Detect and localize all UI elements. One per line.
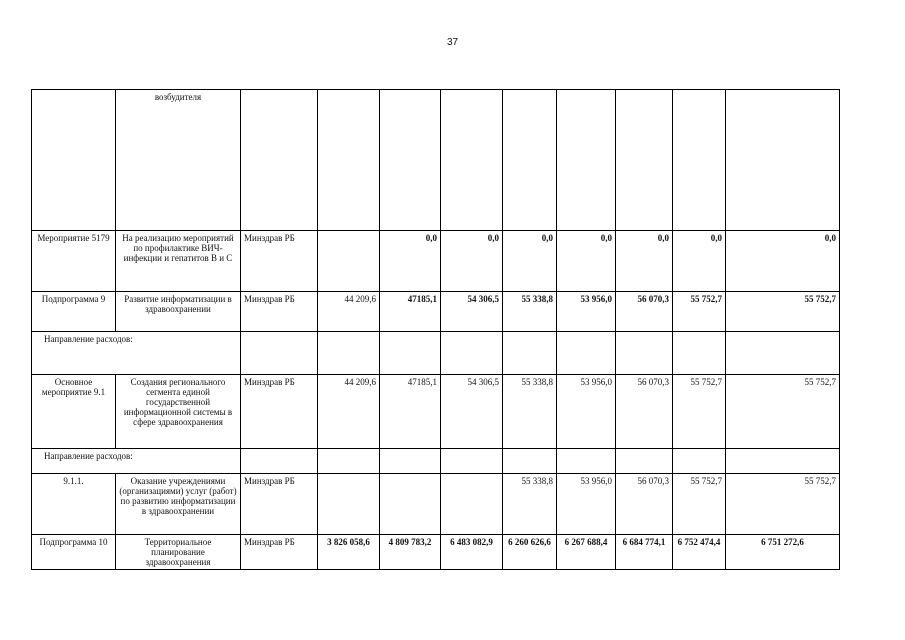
- cell-value: 55 752,7: [673, 292, 726, 332]
- cell-value: [673, 90, 726, 231]
- cell-code: [32, 90, 116, 231]
- cell-value: 54 306,5: [441, 292, 503, 332]
- cell-value: [441, 90, 503, 231]
- cell-value: 44 209,6: [318, 292, 380, 332]
- table-row: [32, 292, 840, 332]
- direction-label: Направление расходов:: [32, 332, 241, 375]
- cell-value: 56 070,3: [616, 375, 673, 449]
- cell-responsible: Минздрав РБ: [241, 535, 318, 570]
- cell-value: 0,0: [557, 231, 616, 292]
- page-number: 37: [446, 37, 459, 48]
- cell-value: [616, 90, 673, 231]
- cell-value: 6 267 688,4: [557, 535, 616, 570]
- table-row: [32, 449, 840, 474]
- cell-value: 0,0: [503, 231, 557, 292]
- cell-code: Подпрограмма 9: [32, 292, 116, 332]
- cell-code: Подпрограмма 10: [32, 535, 116, 570]
- cell-value: 0,0: [673, 231, 726, 292]
- cell-value: 6 751 272,6: [726, 535, 840, 570]
- cell-value: 55 338,8: [503, 292, 557, 332]
- cell-name: Территориальное планирование здравоохранения: [116, 535, 241, 570]
- cell-value: [503, 90, 557, 231]
- cell-value: 54 306,5: [441, 375, 503, 449]
- cell-code: Основное мероприятие 9.1: [32, 375, 116, 449]
- cell-name: Развитие информатизации в здравоохранении: [116, 292, 241, 332]
- cell-value: 47185,1: [380, 292, 441, 332]
- cell-name: возбудителя: [116, 90, 241, 231]
- cell-value: 53 956,0: [557, 375, 616, 449]
- cell-value: 6 483 082,9: [441, 535, 503, 570]
- table-row: [32, 375, 840, 449]
- cell-value: 0,0: [380, 231, 441, 292]
- cell-responsible: Минздрав РБ: [241, 375, 318, 449]
- cell-value: 55 752,7: [673, 474, 726, 535]
- cell-value: 0,0: [441, 231, 503, 292]
- cell-value: 55 752,7: [673, 375, 726, 449]
- cell-value: [380, 474, 441, 535]
- cell-value: 56 070,3: [616, 292, 673, 332]
- cell-value: 0,0: [726, 231, 840, 292]
- cell-value: [441, 474, 503, 535]
- cell-value: 55 338,8: [503, 375, 557, 449]
- cell-value: 44 209,6: [318, 375, 380, 449]
- cell-responsible: Минздрав РБ: [241, 292, 318, 332]
- cell-value: 4 809 783,2: [380, 535, 441, 570]
- cell-value: 47185,1: [380, 375, 441, 449]
- cell-value: [380, 90, 441, 231]
- cell-value: [318, 474, 380, 535]
- direction-label: Направление расходов:: [32, 449, 241, 474]
- cell-responsible: Минздрав РБ: [241, 231, 318, 292]
- cell-value: [726, 90, 840, 231]
- cell-code: Мероприятие 5179: [32, 231, 116, 292]
- cell-value: 53 956,0: [557, 292, 616, 332]
- cell-value: 55 752,7: [726, 375, 840, 449]
- cell-value: 0,0: [616, 231, 673, 292]
- cell-value: 56 070,3: [616, 474, 673, 535]
- cell-name: На реализацию мероприятий по профилактике ВИЧ-инфекции и гепатитов В и С: [116, 231, 241, 292]
- cell-value: 53 956,0: [557, 474, 616, 535]
- cell-value: 55 752,7: [726, 474, 840, 535]
- budget-table: [31, 89, 840, 570]
- cell-value: [318, 231, 380, 292]
- table-row: [32, 332, 840, 375]
- table-row: [32, 90, 840, 231]
- cell-value: [318, 90, 380, 231]
- cell-value: [557, 90, 616, 231]
- cell-value: 55 338,8: [503, 474, 557, 535]
- table-row: [32, 231, 840, 292]
- table-row: [32, 535, 840, 570]
- cell-name: Создания регионального сегмента единой государственной информационной системы в сфере здравоохранения: [116, 375, 241, 449]
- cell-code: 9.1.1.: [32, 474, 116, 535]
- cell-value: 6 752 474,4: [673, 535, 726, 570]
- table-row: [32, 474, 840, 535]
- cell-responsible: Минздрав РБ: [241, 474, 318, 535]
- cell-value: 6 260 626,6: [503, 535, 557, 570]
- cell-value: 3 826 058,6: [318, 535, 380, 570]
- cell-value: 6 684 774,1: [616, 535, 673, 570]
- cell-name: Оказание учреждениями (организациями) услуг (работ) по развитию информатизации в здравоохранении: [116, 474, 241, 535]
- cell-value: 55 752,7: [726, 292, 840, 332]
- cell-responsible: [241, 90, 318, 231]
